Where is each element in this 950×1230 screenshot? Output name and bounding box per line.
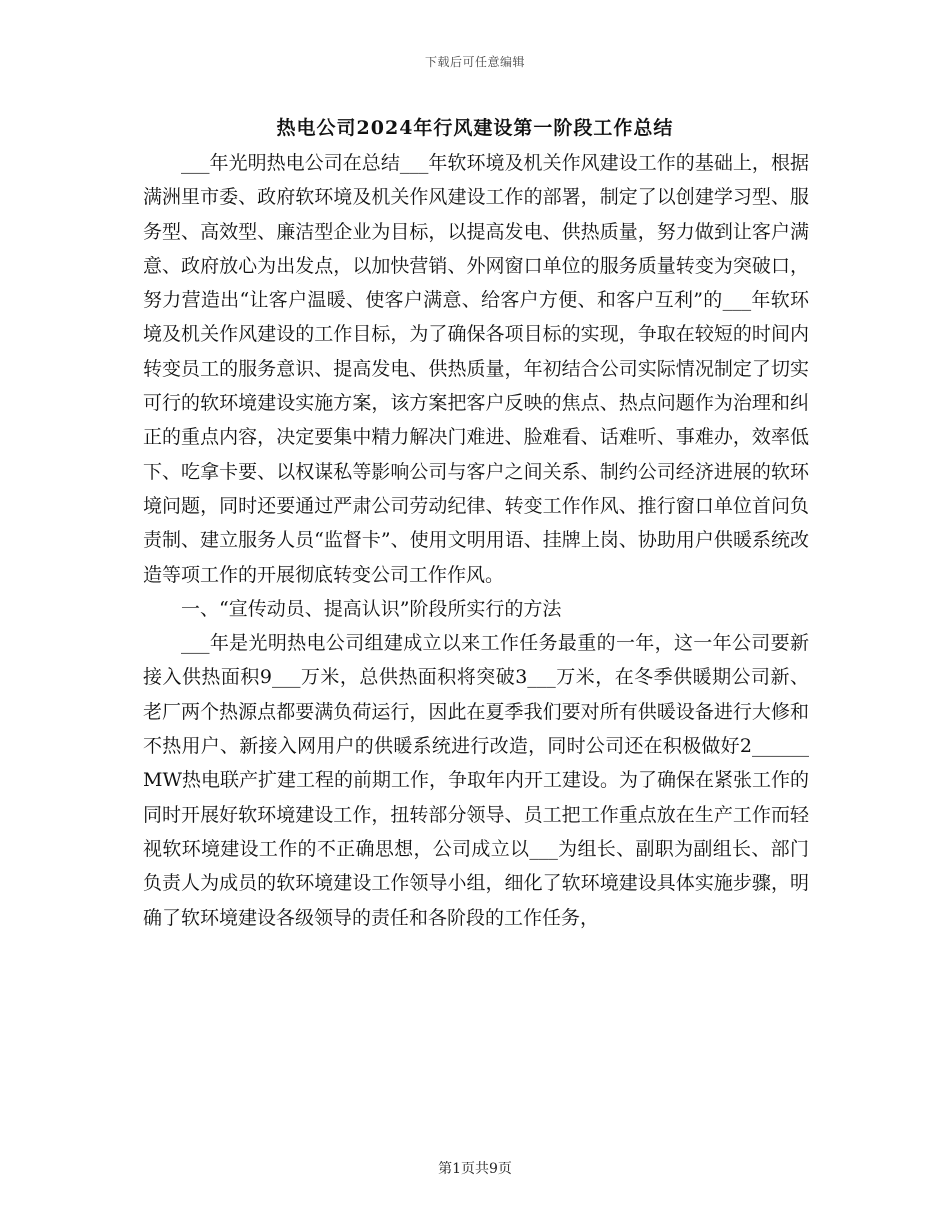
section-heading: 一、“宣传动员、提高认识”阶段所实行的方法 (181, 597, 562, 620)
document-title: 热电公司2024年行风建设第一阶段工作总结 (276, 117, 674, 139)
page-footer: 第1页共9页 (438, 1161, 512, 1177)
paragraph-section-1: ___年是光明热电公司组建成立以来工作任务最重的一年，这一年公司要新接入供热面积9___万米，总供热面积将突破3___万米，在冬季供暖期公司新、老厂两个热源点都要满负荷运行，因此在夏季我们要对所有供暖设备进行大修和不热用户、新接入网用户的供暖系统进行改造，同时公司还在积极做好2______MW热电联产扩建工程的前期工作，争取年内开工建设。为了确保在紧张工作的同时开展好软环境建设工作，扭转部分领导、员工把工作重点放在生产工作而轻视软环境建设工作的不正确思想，公司成立以___为组长、副职为副组长、部门负责人为成员的软环境建设工作领导小组，细化了软环境建设具体实施步骤，明确了软环境建设各级领导的责任和各阶段的工作任务， (143, 632, 809, 929)
document-body (143, 146, 809, 935)
header-note: 下载后可任意编辑 (424, 55, 525, 69)
paragraph-intro: ___年光明热电公司在总结___年软环境及机关作风建设工作的基础上，根据满洲里市委、政府软环境及机关作风建设工作的部署，制定了以创建学习型、服务型、高效型、廉洁型企业为目标，以提高发电、供热质量，努力做到让客户满意、政府放心为出发点，以加快营销、外网窗口单位的服务质量转变为突破口，努力营造出“让客户温暖、使客户满意、给客户方便、和客户互利”的___年软环境及机关作风建设的工作目标，为了确保各项目标的实现，争取在较短的时间内转变员工的服务意识、提高发电、供热质量，年初结合公司实际情况制定了切实可行的软环境建设实施方案，该方案把客户反映的焦点、热点问题作为治理和纠正的重点内容，决定要集中精力解决门难进、脸难看、话难听、事难办，效率低下、吃拿卡要、以权谋私等影响公司与客户之间关系、制约公司经济进展的软环境问题，同时还要通过严肃公司劳动纪律、转变工作作风、推行窗口单位首问负责制、建立服务人员“监督卡”、使用文明用语、挂牌上岗、协助用户供暖系统改造等项工作的开展彻底转变公司工作作风。 (143, 152, 809, 586)
